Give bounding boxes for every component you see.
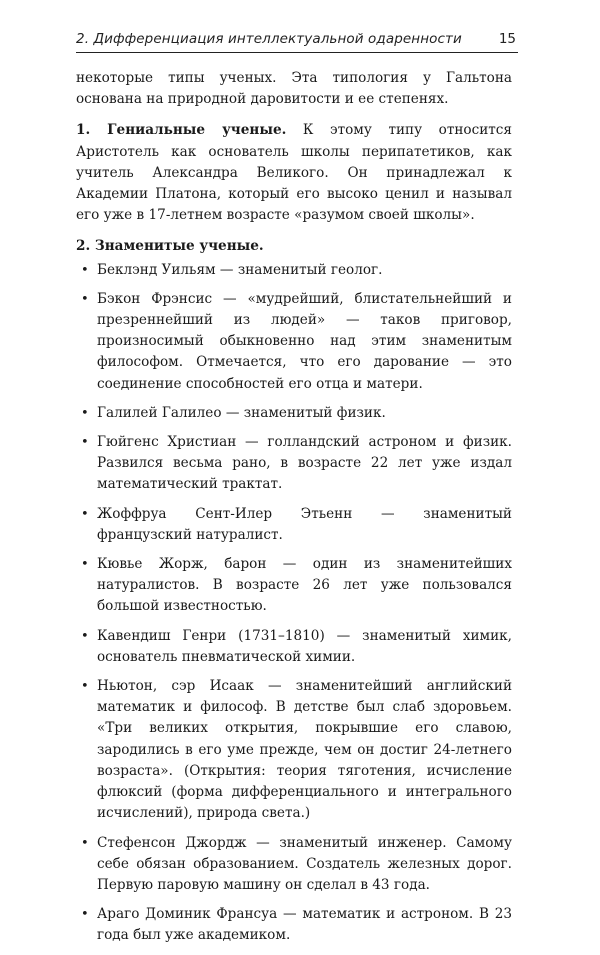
page-body xyxy=(76,68,512,955)
list-item-text: Галилей Галилео — знаменитый физик. xyxy=(97,404,386,421)
bullet-icon: • xyxy=(81,506,89,522)
bullet-icon: • xyxy=(81,291,89,307)
list-item-text: Бэкон Фрэнсис — «мудрейший, блистательнейший и презреннейший из людей» — таков приговор, произносимый обыкновенно над этим знаменитым философом. Отмечается, что его дарование — это соединение способностей его отца и матери. xyxy=(97,290,512,392)
famous-scientists-list xyxy=(76,260,512,947)
running-title: 2. Дифференциация интеллектуальной одаренности xyxy=(76,31,462,47)
list-item xyxy=(76,833,512,897)
intro-paragraph: некоторые типы ученых. Эта типология у Гальтона основана на природной даровитости и ее степенях. xyxy=(76,70,512,108)
list-item xyxy=(76,554,512,618)
bullet-icon: • xyxy=(81,557,89,573)
bullet-icon: • xyxy=(81,907,89,923)
list-item xyxy=(76,626,512,668)
section-heading-geniuses: 1. Гениальные ученые. xyxy=(76,122,287,139)
bullet-icon: • xyxy=(81,262,89,278)
list-item-text: Кювье Жорж, барон — один из знаменитейших натуралистов. В возрасте 26 лет уже пользовался большой известностью. xyxy=(97,556,512,615)
list-item-text: Араго Доминик Франсуа — математик и астроном. В 23 года был уже академиком. xyxy=(97,906,512,944)
list-item-text: Ньютон, сэр Исаак — знаменитейший английский математик и философ. В детстве был слаб здоровьем. «Три великих открытия, покрывшие его славою, зародились в его уме прежде, чем он достиг 24-летнего возраста». (Открытия: теория тяготения, исчисление флюксий (форма дифференциального и интегрального исчислений), природа света.) xyxy=(97,678,512,822)
list-item xyxy=(76,676,512,824)
list-item xyxy=(76,260,512,281)
list-item xyxy=(76,289,512,395)
list-item-text: Гюйгенс Христиан — голландский астроном и физик. Развился весьма рано, в возрасте 22 лет уже издал математический трактат. xyxy=(97,434,512,493)
list-item-text: Беклэнд Уильям — знаменитый геолог. xyxy=(97,261,383,278)
list-item xyxy=(76,432,512,496)
section-gifted-scientists xyxy=(76,120,512,226)
list-item xyxy=(76,904,512,946)
list-item-text: Кавендиш Генри (1731–1810) — знаменитый химик, основатель пневматической химии. xyxy=(97,627,512,665)
list-item xyxy=(76,504,512,546)
section-geniuses-text: К этому типу относится Аристотель как основатель школы перипатетиков, как учитель Александра Великого. Он принадлежал к Академии Платона, который его высоко ценил и называл его уже в 17-летнем возрасте «разумом своей школы». xyxy=(76,122,512,224)
list-item-text: Жоффруа Сент-Илер Этьенн — знаменитый французский натуралист. xyxy=(97,505,512,543)
bullet-icon: • xyxy=(81,679,89,695)
bullet-icon: • xyxy=(81,628,89,644)
running-head xyxy=(76,30,518,53)
bullet-icon: • xyxy=(81,435,89,451)
list-item-text: Стефенсон Джордж — знаменитый инженер. Самому себе обязан образованием. Создатель железных дорог. Первую паровую машину он сделал в 43 года. xyxy=(97,834,512,893)
page-number: 15 xyxy=(498,31,516,47)
bullet-icon: • xyxy=(81,835,89,851)
section-heading-famous: 2. Знаменитые ученые. xyxy=(76,238,264,255)
bullet-icon: • xyxy=(81,405,89,421)
list-item xyxy=(76,403,512,424)
